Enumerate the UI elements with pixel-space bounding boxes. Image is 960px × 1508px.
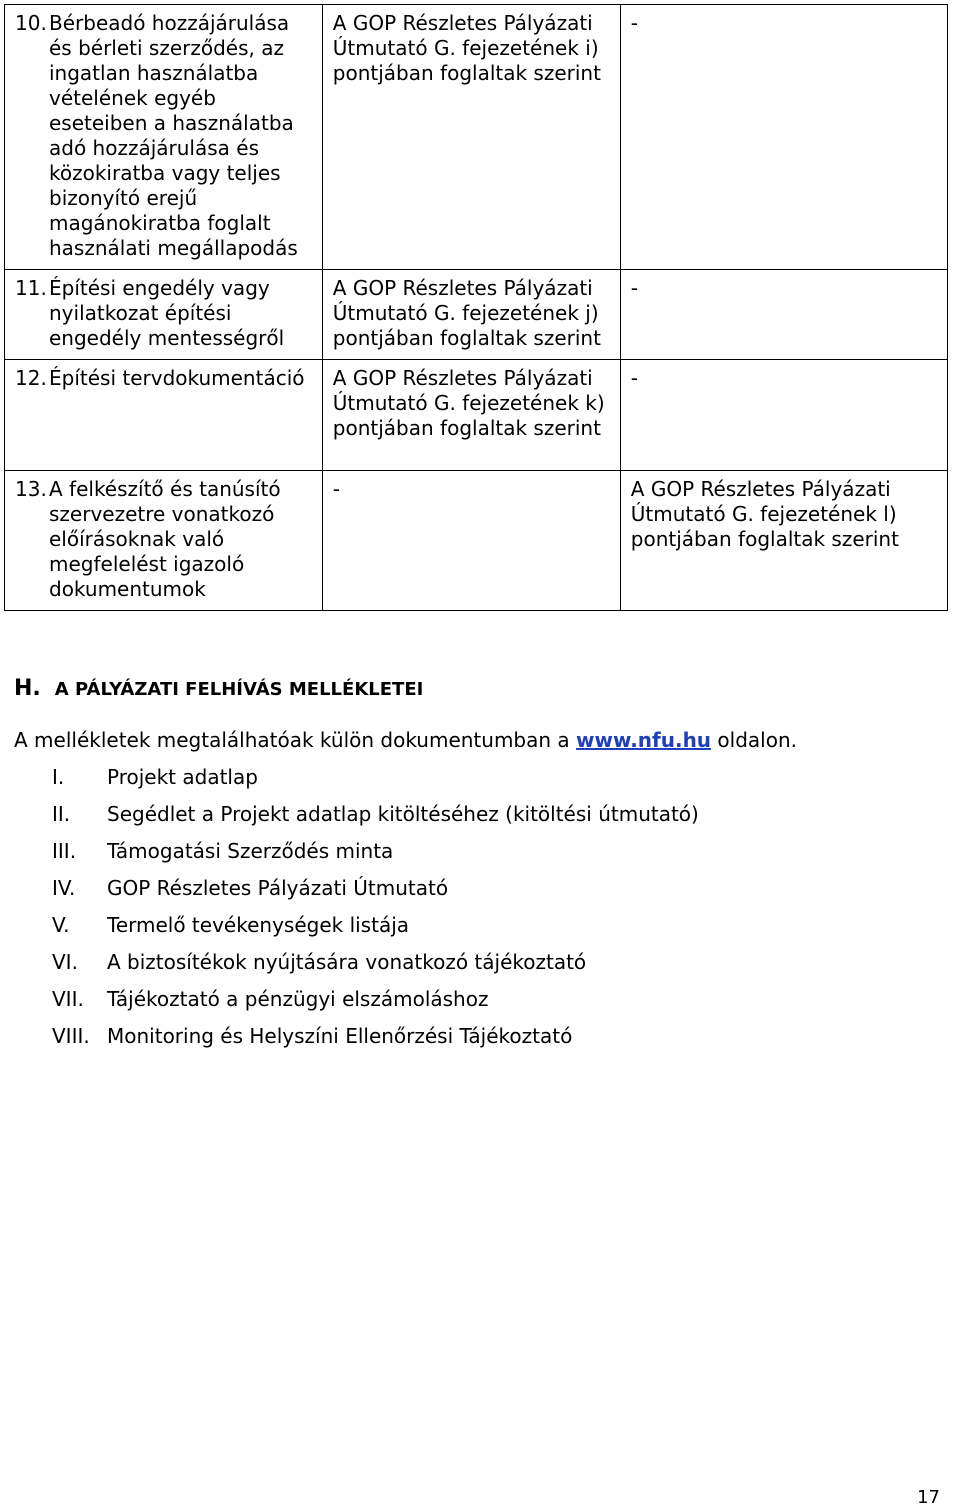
document-name: A felkészítő és tanúsító szervezetre vonatkozó előírásoknak való megfelelést igazoló dokumentumok: [49, 477, 281, 601]
table-row: [5, 360, 948, 471]
requirement-cell: A GOP Részletes Pályázati Útmutató G. fejezetének j) pontjában foglaltak szerint: [322, 270, 620, 360]
requirement-cell: -: [620, 5, 947, 270]
document-cell: [5, 471, 323, 611]
list-item: [52, 838, 699, 875]
list-item: [52, 1023, 699, 1060]
document-cell: [5, 270, 323, 360]
document-name: Bérbeadó hozzájárulása és bérleti szerződés, az ingatlan használatba vételének egyéb eseteiben a használatba adó hozzájárulása és közokiratba vagy teljes bizonyító erejű magánokiratba foglalt használati megállapodás: [49, 11, 298, 260]
annex-title: Projekt adatlap: [107, 765, 258, 789]
annex-number: VI.: [52, 950, 78, 974]
document-name: Építési engedély vagy nyilatkozat építési engedély mentességről: [49, 276, 285, 350]
document-name: Építési tervdokumentáció: [49, 366, 305, 390]
requirement-cell: A GOP Részletes Pályázati Útmutató G. fejezetének l) pontjában foglaltak szerint: [620, 471, 947, 611]
list-item: [52, 986, 699, 1023]
requirement-cell: -: [620, 270, 947, 360]
nfu-link[interactable]: www.nfu.hu: [576, 728, 712, 752]
table-row: [5, 471, 948, 611]
annex-number: VIII.: [52, 1024, 90, 1048]
page-number: 17: [917, 1487, 940, 1508]
annex-title: A biztosítékok nyújtására vonatkozó tájékoztató: [107, 950, 587, 974]
requirement-cell: -: [322, 471, 620, 611]
list-item: [52, 912, 699, 949]
annex-number: IV.: [52, 876, 76, 900]
row-number: 10.: [15, 11, 47, 35]
annex-title: Támogatási Szerződés minta: [107, 839, 394, 863]
annex-title: Termelő tevékenységek listája: [107, 913, 410, 937]
requirement-cell: A GOP Részletes Pályázati Útmutató G. fejezetének i) pontjában foglaltak szerint: [322, 5, 620, 270]
row-number: 13.: [15, 477, 47, 501]
annex-title: Tájékoztató a pénzügyi elszámoláshoz: [107, 987, 489, 1011]
annex-title: Segédlet a Projekt adatlap kitöltéséhez (kitöltési útmutató): [107, 802, 699, 826]
requirement-cell: -: [620, 360, 947, 471]
annex-title: Monitoring és Helyszíni Ellenőrzési Tájékoztató: [107, 1024, 573, 1048]
requirement-cell: A GOP Részletes Pályázati Útmutató G. fejezetének k) pontjában foglaltak szerint: [322, 360, 620, 471]
list-item: [52, 764, 699, 801]
list-item: [52, 801, 699, 838]
annex-title: GOP Részletes Pályázati Útmutató: [107, 876, 449, 900]
list-item: [52, 949, 699, 986]
section-heading: [14, 676, 423, 701]
intro-text: A mellékletek megtalálhatóak külön dokumentumban a: [14, 728, 570, 752]
documents-table: [4, 4, 948, 611]
annex-number: III.: [52, 839, 77, 863]
annex-number: VII.: [52, 987, 84, 1011]
document-cell: [5, 5, 323, 270]
annex-number: II.: [52, 802, 71, 826]
annex-list: [52, 764, 699, 1060]
row-number: 12.: [15, 366, 47, 390]
section-title: A PÁLYÁZATI FELHÍVÁS MELLÉKLETEI: [54, 679, 424, 700]
section-letter: H.: [14, 676, 41, 701]
row-number: 11.: [15, 276, 47, 300]
annex-number: V.: [52, 913, 70, 937]
table-row: [5, 270, 948, 360]
table-row: [5, 5, 948, 270]
intro-text-end: oldalon.: [717, 728, 797, 752]
annex-number: I.: [52, 765, 65, 789]
document-cell: [5, 360, 323, 471]
list-item: [52, 875, 699, 912]
section-intro: [14, 728, 797, 752]
